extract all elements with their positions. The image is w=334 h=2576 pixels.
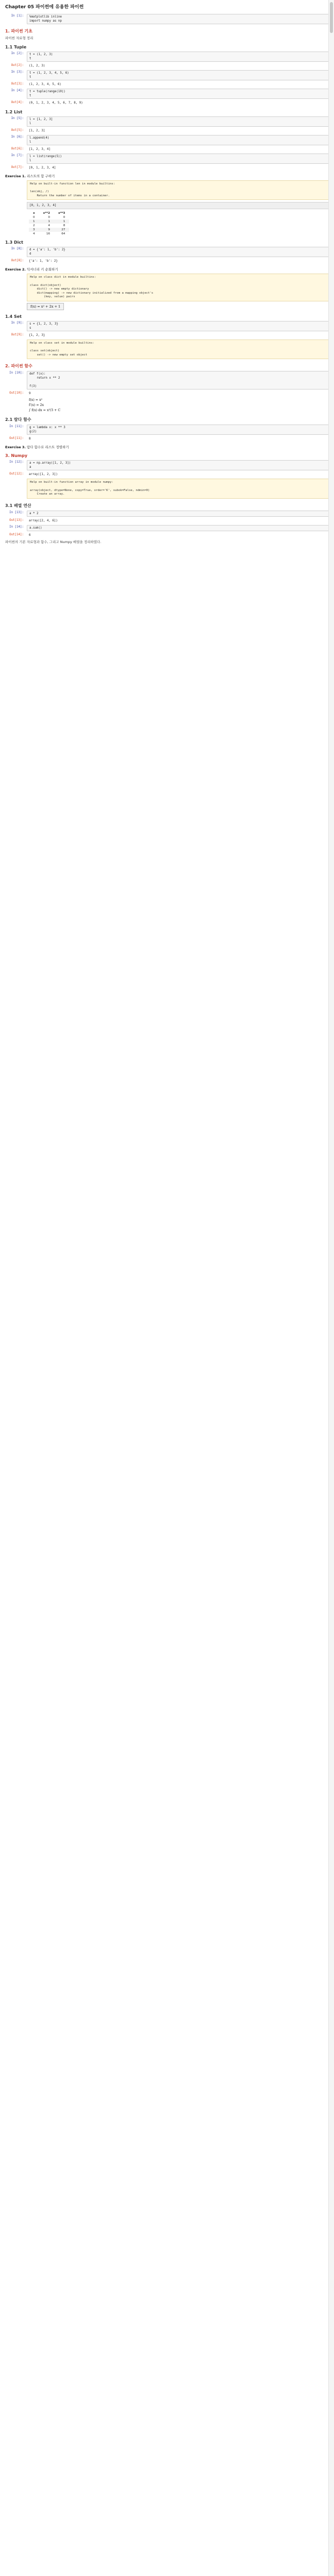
output-prompt: Out[11]: [9,437,24,440]
input-prompt: In [7]: [11,154,24,157]
output-prompt: Out[5]: [11,129,24,132]
input-prompt: In [1]: [11,14,24,18]
section-heading: 1.1 Tuple [5,45,27,49]
output-prompt: Out[13]: [9,518,24,522]
math-line: f(x) = x² [29,398,43,402]
output-prompt: Out[10]: [9,392,24,395]
output-cell [4,391,330,396]
math-line: f′(x) = 2x [29,403,44,408]
section-heading: 2.1 람다 함수 [5,417,31,422]
code-cell[interactable] [4,425,330,435]
section-heading: 3. Numpy [5,453,28,459]
code-editor[interactable]: def f(x): return x ** 2 f(3) [27,371,330,389]
exercise-label: Exercise 3. [5,445,26,450]
exercise-text: 딕셔너리 키 순회하기 [26,267,58,272]
output-cell [4,472,330,477]
input-prompt: In [3]: [11,71,24,74]
math-line: ∫ f(x) dx = x³/3 + C [29,409,61,413]
table-row [29,219,69,224]
table-cell: 1 [29,219,39,224]
output-text: (1, 2, 3, 4, 5, 6) [29,83,61,86]
help-box: Help on class dict in module builtins: class dict(object) dict() -> new empty dictionary dict(mapping) -> new dictionary initialized from a mapping object's (key, value) pairs [27,274,330,301]
output-text: [1, 2, 3] [29,129,45,132]
code-editor[interactable]: l.append(4) l [27,135,330,145]
table-row [29,228,69,232]
output-cell [4,436,330,442]
code-editor[interactable]: g = lambda x: x ** 3 g(2) [27,425,330,435]
help-output [4,340,330,359]
help-box: Help on built-in function len in module builtins: len(obj, /) Return the number of items in a container. [27,180,330,200]
help-output [4,274,330,301]
section-heading: 1.4 Set [5,314,22,319]
code-cell[interactable] [4,14,330,24]
output-prompt: Out[8]: [11,259,24,263]
output-prompt: Out[6]: [11,147,24,150]
table-cell: 9 [39,228,54,232]
output-cell [4,147,330,152]
input-prompt: In [14]: [9,525,24,529]
result-table [29,211,69,236]
code-cell[interactable] [4,460,330,470]
code-cell[interactable] [4,89,330,99]
section-heading: 3.1 배열 연산 [5,503,31,508]
table-cell: 4 [33,232,35,236]
output-text: [1, 2, 3, 4] [29,148,51,151]
output-prompt: Out[7]: [11,166,24,169]
section-heading: 1.2 List [5,110,23,114]
output-text: [0, 1, 2, 3, 4] [29,166,56,170]
output-text: array([2, 4, 6]) [29,519,58,522]
table-cell: 8 [63,224,65,228]
output-cell [4,128,330,133]
output-text: {'a': 1, 'b': 2} [29,260,58,263]
input-prompt: In [13]: [9,511,24,514]
exercise-text: 리스트의 합 구하기 [26,174,55,178]
output-cell [4,82,330,87]
input-prompt: In [12]: [9,461,24,464]
output-cell [4,259,330,264]
table-header: x**2 [43,212,50,215]
chapter-title: Chapter 05 파이썬에 유용한 파이썬 [5,5,84,10]
scrollbar[interactable] [328,0,334,2576]
help-output [4,180,330,200]
code-cell[interactable] [4,70,330,80]
output-text: (1, 2, 3) [29,64,45,67]
exercise-label: Exercise 2. [5,267,26,272]
output-prompt: Out[9]: [11,333,24,336]
output-cell [4,100,330,106]
input-prompt: In [10]: [9,371,24,375]
output-prompt: Out[2]: [11,64,24,67]
exercise [5,445,330,449]
input-prompt: In [11]: [9,425,24,429]
table-row [29,224,69,228]
math-display: f(x) = x² + 2x + 1 [27,303,64,310]
exercise-text: 람다 함수로 리스트 정렬하기 [26,445,69,450]
table-cell: 4 [48,224,50,228]
output-prompt: Out[3]: [11,82,24,86]
exercise [5,174,330,178]
output-prompt: Out[4]: [11,101,24,104]
section-heading: 1.3 Dict [5,240,23,245]
table-cell: 1 [54,219,69,224]
paragraph: 파이썬의 기본 자료형과 함수, 그리고 Numpy 배열을 정리하였다. [5,539,102,544]
help-output [4,479,330,498]
code-cell[interactable] [4,135,330,145]
table-header: x**3 [58,212,65,215]
output-block: [0, 1, 2, 3, 4] [27,202,330,209]
output-cell [4,518,330,523]
code-cell[interactable] [4,247,330,257]
table-cell: 3 [29,228,39,232]
input-prompt: In [8]: [11,247,24,251]
input-prompt: In [2]: [11,52,24,55]
output-text: 8 [29,437,31,441]
table-cell: 0 [33,216,35,219]
table-cell: 2 [33,224,35,228]
output-text: 6 [29,533,31,537]
code-editor[interactable]: %matplotlib inline import numpy as np [27,14,330,24]
table-cell: 27 [54,228,69,232]
output-prompt: Out[12]: [9,472,24,476]
output-text: 9 [29,392,31,396]
help-box: Help on built-in function array in module numpy: array(object, dtype=None, copy=True, order='K', subok=False, ndmin=0) Create an array. [27,479,330,498]
code-editor[interactable]: t = tuple(range(10)) t [27,89,330,99]
input-prompt: In [4]: [11,89,24,92]
input-prompt: In [6]: [11,135,24,139]
section-heading: 1. 파이썬 기초 [5,29,32,33]
input-prompt: In [5]: [11,117,24,120]
output-cell [4,333,330,338]
table-row [29,232,69,236]
table-cell: 1 [39,219,54,224]
table-cell: 0 [63,216,65,219]
code-editor[interactable]: a * 2 [27,511,330,517]
code-cell[interactable] [4,52,330,62]
section-heading: 2. 파이썬 함수 [5,364,32,369]
code-cell[interactable] [4,371,330,389]
code-cell[interactable] [4,154,330,164]
output-cell [4,165,330,171]
output-cell [4,63,330,69]
code-editor[interactable]: a = np.array([1, 2, 3]) a [27,460,330,470]
help-box: Help on class set in module builtins: class set(object) set() -> new empty set object [27,340,330,359]
table-header: x [33,212,35,215]
code-cell[interactable] [4,525,330,531]
table-cell: 16 [46,232,50,236]
table-cell: 0 [48,216,50,219]
code-cell[interactable] [4,511,330,517]
output-text: (0, 1, 2, 3, 4, 5, 6, 7, 8, 9) [29,101,83,105]
paragraph: 파이썬 자료형 정리 [5,36,34,40]
code-editor[interactable]: d = {'a': 1, 'b': 2} d [27,247,330,257]
input-prompt: In [9]: [11,321,24,325]
table-cell: 64 [61,232,65,236]
scrollbar-thumb[interactable] [330,2,333,33]
code-editor[interactable]: a.sum() [27,525,330,531]
code-editor[interactable]: s = {1, 2, 3, 3} s [27,321,330,331]
code-editor[interactable]: l = [1, 2, 3] l [27,116,330,127]
exercise-label: Exercise 1. [5,174,26,178]
code-cell[interactable] [4,116,330,127]
code-cell[interactable] [4,321,330,331]
output-prompt: Out[14]: [9,533,24,536]
notebook-page [0,3,334,2576]
code-editor[interactable]: t = (1, 2, 3, 4, 5, 6) t [27,70,330,80]
output-cell [4,533,330,538]
exercise [5,267,330,272]
table-row [29,215,69,219]
output-text: array([1, 2, 3]) [29,473,58,477]
code-editor[interactable]: t = (1, 2, 3) t [27,52,330,62]
output-text: {1, 2, 3} [29,333,45,337]
code-editor[interactable]: l = list(range(5)) l [27,154,330,164]
